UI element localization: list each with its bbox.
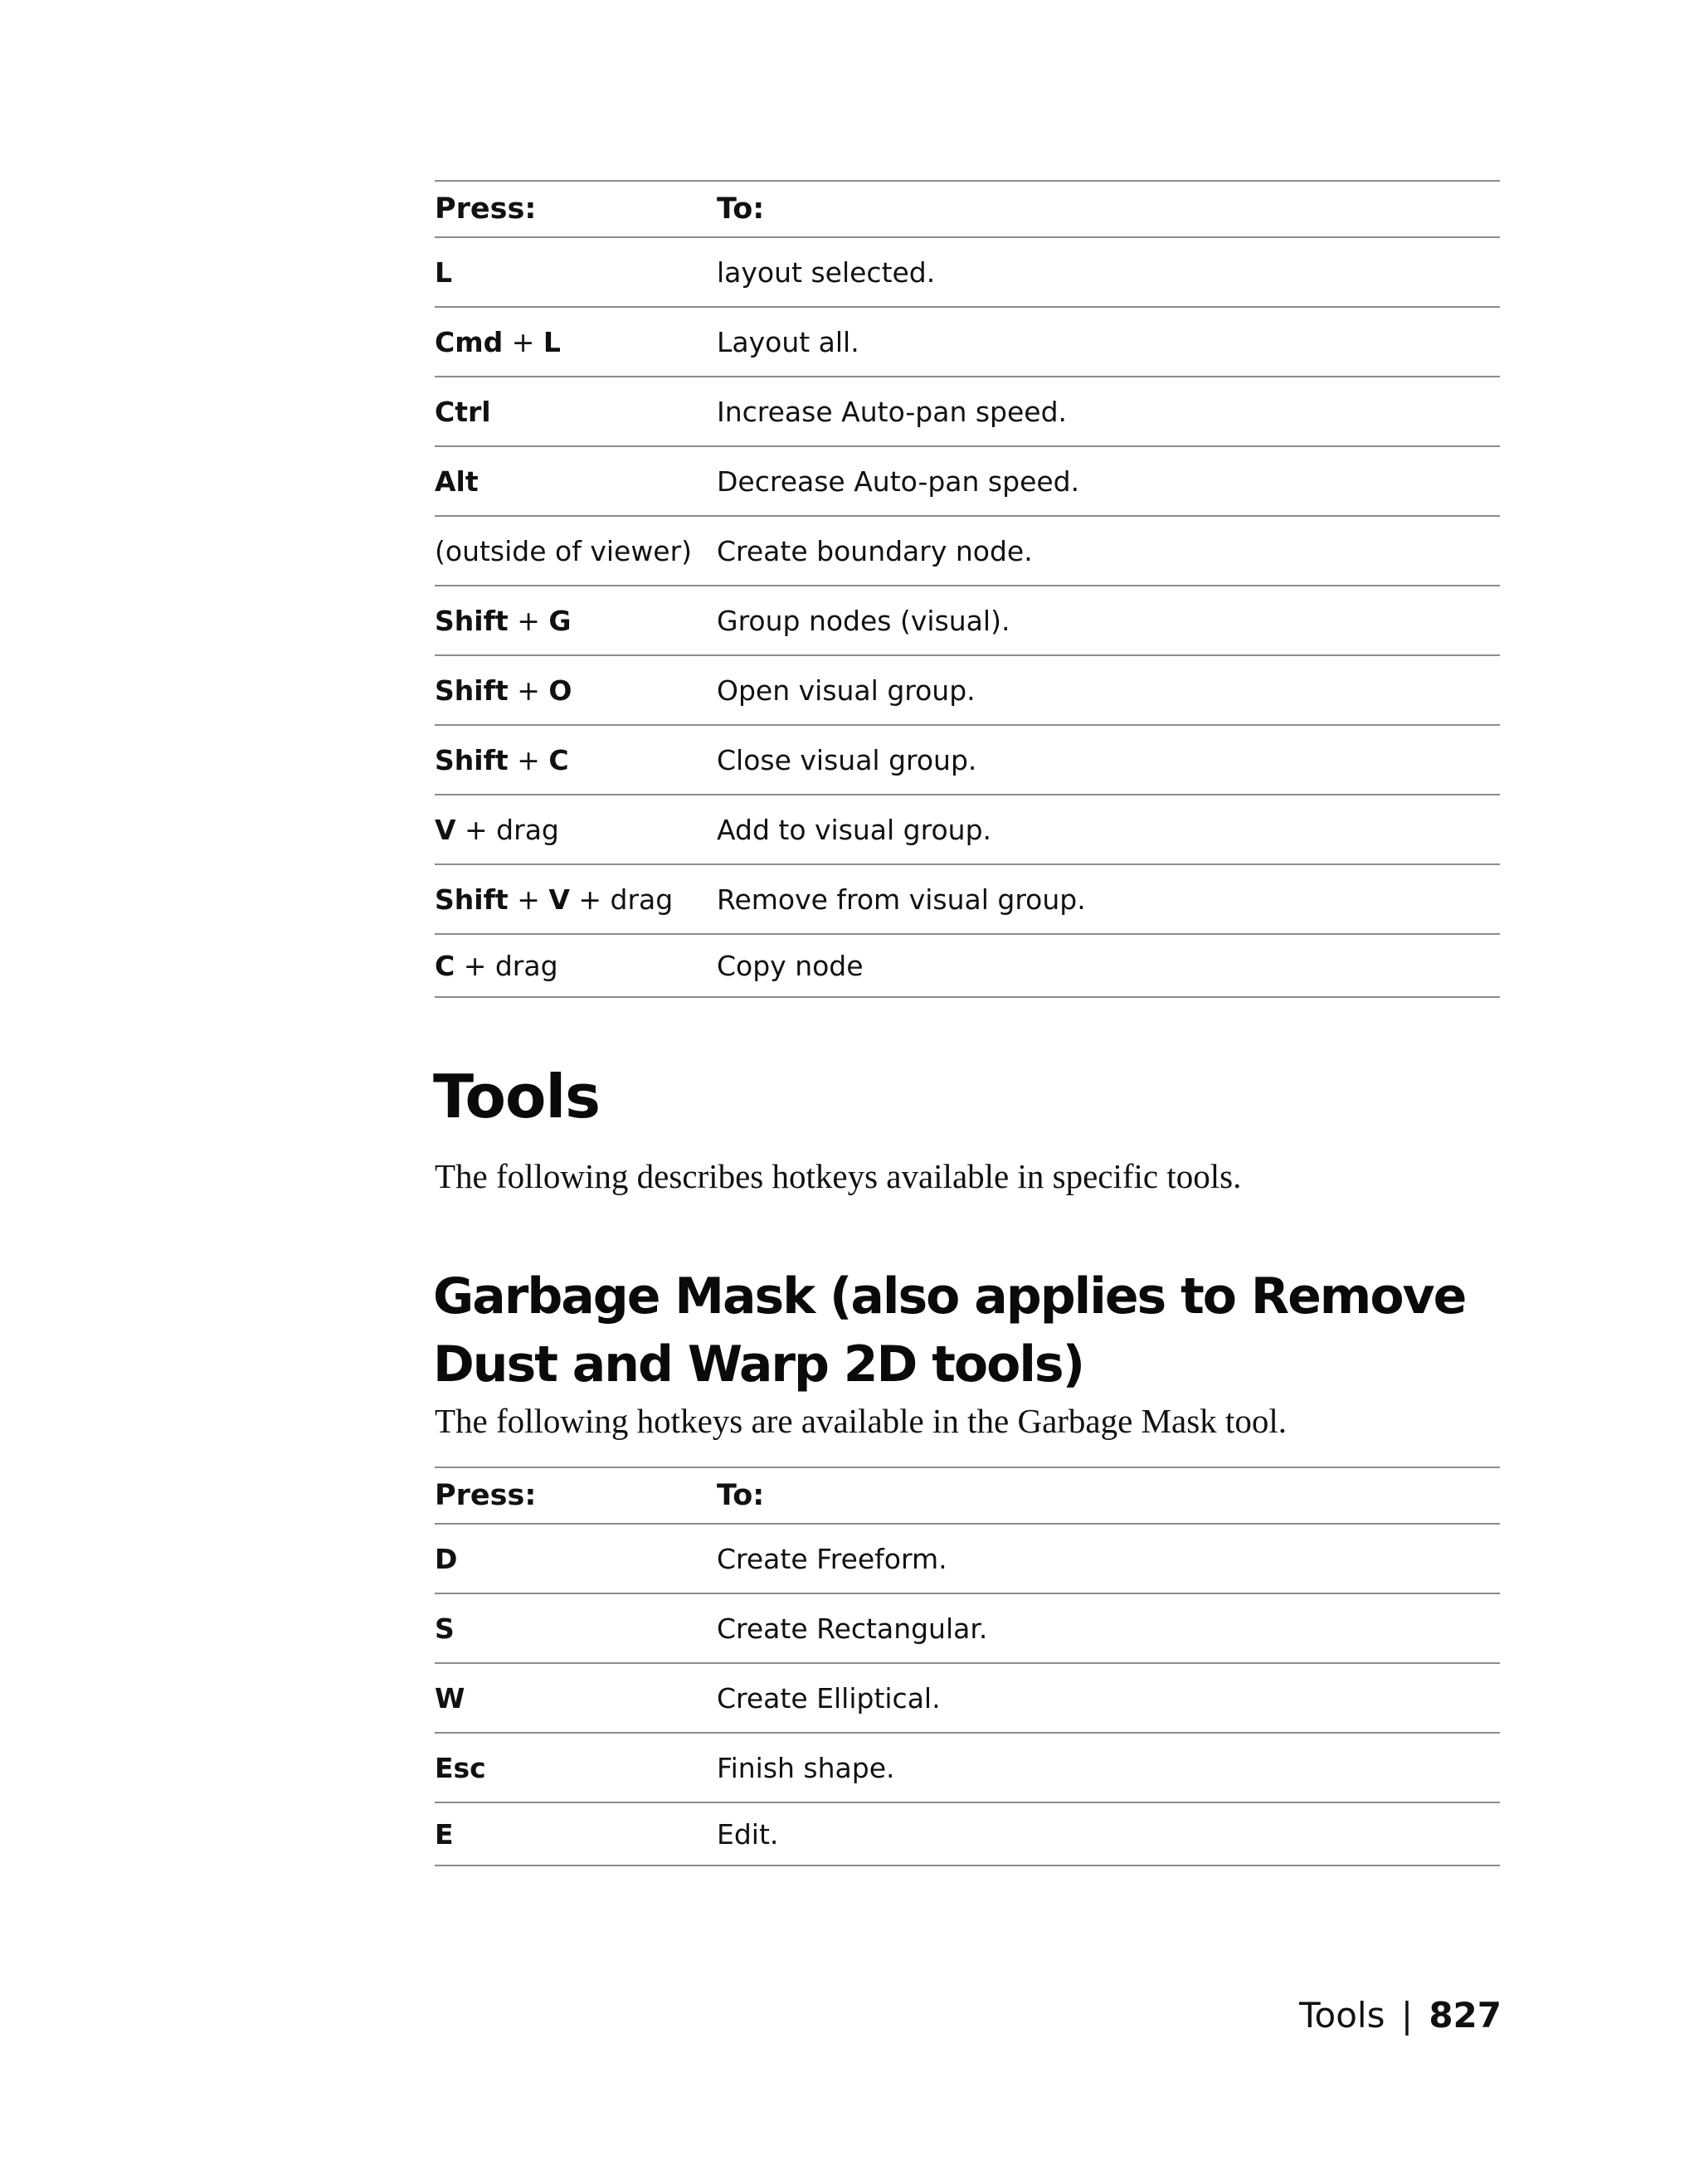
table-row bbox=[435, 865, 1500, 935]
hotkey-key: V bbox=[435, 813, 456, 846]
hotkey-modifier-text: + bbox=[508, 743, 549, 776]
footer-separator: | bbox=[1400, 1995, 1413, 2036]
action-cell: Finish shape. bbox=[717, 1751, 895, 1784]
hotkey-key: L bbox=[435, 255, 453, 289]
hotkey-key: Shift bbox=[435, 604, 509, 637]
table-row bbox=[435, 517, 1500, 586]
action-cell: Add to visual group. bbox=[717, 813, 992, 846]
hotkey-cell bbox=[435, 883, 717, 916]
table-body bbox=[435, 1525, 1500, 1866]
action-cell: Remove from visual group. bbox=[717, 883, 1086, 916]
table-row bbox=[435, 1664, 1500, 1734]
hotkey-cell bbox=[435, 814, 717, 846]
hotkey-key: S bbox=[435, 1612, 455, 1645]
hotkey-cell bbox=[435, 674, 717, 707]
hotkey-cell bbox=[435, 605, 717, 637]
hotkey-cell bbox=[435, 1612, 717, 1645]
table-row bbox=[435, 377, 1500, 447]
table-body bbox=[435, 238, 1500, 998]
action-cell: Edit. bbox=[717, 1817, 779, 1851]
table-header bbox=[435, 182, 1500, 238]
garbage-mask-intro-text: The following hotkeys are available in the Garbage Mask tool. bbox=[435, 1402, 1287, 1440]
action-cell: Layout all. bbox=[717, 325, 859, 358]
tools-intro-text: The following describes hotkeys available in specific tools. bbox=[435, 1157, 1242, 1195]
table-row bbox=[435, 935, 1500, 998]
table-row bbox=[435, 795, 1500, 865]
table-row bbox=[435, 1734, 1500, 1803]
hotkey-modifier-text: + drag bbox=[455, 949, 558, 982]
section-title-garbage-mask: Garbage Mask (also applies to Remove Dust and Warp 2D tools) bbox=[433, 1267, 1466, 1394]
action-cell: Copy node bbox=[717, 949, 864, 982]
hotkey-cell bbox=[435, 326, 717, 358]
hotkey-cell bbox=[435, 744, 717, 776]
hotkey-cell bbox=[435, 1543, 717, 1575]
hotkey-cell bbox=[435, 256, 717, 289]
table-row bbox=[435, 656, 1500, 726]
hotkey-modifier-text: + drag bbox=[569, 883, 674, 916]
action-cell: Open visual group. bbox=[717, 674, 976, 707]
hotkey-key: Shift bbox=[435, 674, 509, 707]
hotkey-key: D bbox=[435, 1542, 458, 1575]
press-column-header: Press: bbox=[435, 192, 537, 226]
action-cell: Close visual group. bbox=[717, 743, 977, 776]
hotkey-key: C bbox=[548, 743, 569, 776]
hotkey-key: W bbox=[435, 1681, 465, 1715]
hotkey-modifier-text: + bbox=[508, 883, 549, 916]
hotkey-key: G bbox=[548, 604, 572, 637]
hotkey-key: O bbox=[548, 674, 572, 707]
action-cell: Decrease Auto-pan speed. bbox=[717, 465, 1080, 498]
hotkey-key: L bbox=[543, 325, 561, 358]
to-column-header: To: bbox=[717, 192, 765, 226]
hotkey-table-nodes bbox=[435, 180, 1500, 998]
hotkey-cell bbox=[435, 1682, 717, 1715]
hotkey-cell bbox=[435, 950, 717, 982]
action-cell: Create Elliptical. bbox=[717, 1681, 941, 1715]
hotkey-key: Shift bbox=[435, 743, 509, 776]
hotkey-key: V bbox=[548, 883, 570, 916]
table-row bbox=[435, 726, 1500, 795]
hotkey-key: Shift bbox=[435, 883, 509, 916]
action-cell: Create Rectangular. bbox=[717, 1612, 988, 1645]
action-cell: Create Freeform. bbox=[717, 1542, 947, 1575]
section-title-tools: Tools bbox=[433, 1062, 601, 1131]
hotkey-cell bbox=[435, 1752, 717, 1784]
table-row bbox=[435, 586, 1500, 656]
hotkey-cell bbox=[435, 1818, 717, 1851]
hotkey-cell bbox=[435, 465, 717, 498]
page-number: 827 bbox=[1429, 1995, 1502, 2036]
action-cell: Create boundary node. bbox=[717, 534, 1033, 567]
action-cell: Increase Auto-pan speed. bbox=[717, 395, 1068, 428]
action-cell: Group nodes (visual). bbox=[717, 604, 1010, 637]
hotkey-modifier-text: + bbox=[503, 325, 543, 358]
hotkey-key: E bbox=[435, 1817, 454, 1851]
hotkey-modifier-text: + drag bbox=[455, 813, 559, 846]
page-footer bbox=[1299, 1995, 1502, 2036]
footer-section-name: Tools bbox=[1298, 1995, 1385, 2036]
table-row bbox=[435, 308, 1500, 377]
hotkey-key: Esc bbox=[435, 1751, 486, 1784]
table-row bbox=[435, 1594, 1500, 1664]
hotkey-key: Ctrl bbox=[435, 395, 491, 428]
table-row bbox=[435, 1803, 1500, 1866]
hotkey-key: C bbox=[435, 949, 455, 982]
table-row bbox=[435, 447, 1500, 517]
table-header bbox=[435, 1468, 1500, 1525]
hotkey-modifier-text: + bbox=[508, 604, 549, 637]
hotkey-key: Cmd bbox=[435, 325, 504, 358]
hotkey-modifier-text: + bbox=[508, 674, 549, 707]
action-cell: layout selected. bbox=[717, 255, 936, 289]
hotkey-modifier-text: (outside of viewer) bbox=[435, 534, 693, 567]
table-row bbox=[435, 1525, 1500, 1594]
hotkey-cell bbox=[435, 535, 717, 567]
hotkey-key: Alt bbox=[435, 465, 479, 498]
table-row bbox=[435, 238, 1500, 308]
press-column-header: Press: bbox=[435, 1479, 537, 1512]
hotkey-table-garbage-mask bbox=[435, 1467, 1500, 1866]
hotkey-cell bbox=[435, 396, 717, 428]
to-column-header: To: bbox=[717, 1479, 765, 1512]
